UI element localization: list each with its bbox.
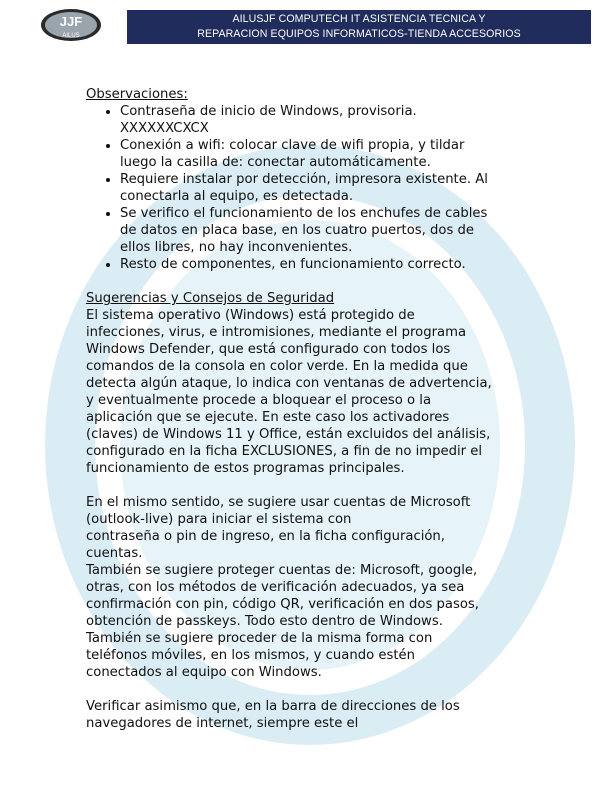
sugerencias-paragraph-1: El sistema operativo (Windows) está protegido de infecciones, virus, e intromisiones, mediante el programa Windows Defender, que está configurado con todos los comandos de la consola en color verde. En la medida que detecta algún ataque, lo indica con ventanas de advertencia, y eventualmente procede a bloquear el proceso o la aplicación que se ejecute. En este caso los activadores (claves) de Windows 11 y Office, están excluidos del análisis, configurado en la ficha EXCLUSIONES, a fin de no impedir el funcionamiento de estos programas principales. [86, 308, 492, 476]
list-item: • Requiere instalar por detección, impresora existente. Al conectarla al equipo, es detectada. [120, 171, 516, 205]
sugerencias-paragraph-3: Verificar asimismo que, en la barra de direcciones de los navegadores de internet, siempre este el [86, 699, 460, 731]
list-item: • Se verifico el funcionamiento de los enchufes de cables de datos en placa base, en los cuatro puertos, dos de ellos libres, no hay inconvenientes. [120, 205, 516, 256]
header-banner [127, 10, 591, 44]
list-item: • Conexión a wifi: colocar clave de wifi propia, y tildar luego la casilla de: conectar automáticamente. [120, 137, 516, 171]
banner-line-1: AILUSJF COMPUTECH IT ASISTENCIA TECNICA Y [232, 13, 486, 25]
company-logo [40, 8, 102, 42]
sugerencias-title: Sugerencias y Consejos de Seguridad [86, 291, 335, 306]
list-item: • Resto de componentes, en funcionamiento correcto. [120, 256, 516, 273]
observaciones-title: Observaciones: [86, 87, 188, 102]
document-body [86, 86, 516, 732]
observaciones-list [86, 103, 516, 273]
logo-subtext: AILUS [62, 33, 80, 39]
banner-line-2: REPARACION EQUIPOS INFORMATICOS-TIENDA ACCESORIOS [197, 28, 521, 40]
sugerencias-paragraph-2: En el mismo sentido, se sugiere usar cuentas de Microsoft (outlook-live) para iniciar el sistema con contraseña o pin de ingreso, en la ficha configuración, cuentas. También se sugiere proteger cuentas de: Microsoft, google, otras, con los métodos de verificación adecuados, ya sea confirmación con pin, código QR, verificación en dos pasos, obtención de passkeys. Todo esto dentro de Windows. También se sugiere proceder de la misma forma con teléfonos móviles, en los mismos, y cuando estén conectados al equipo con Windows. [86, 495, 479, 680]
list-item: • Contraseña de inicio de Windows, provisoria. XXXXXXCXCX [120, 103, 516, 137]
logo-text: JJF [59, 14, 83, 29]
